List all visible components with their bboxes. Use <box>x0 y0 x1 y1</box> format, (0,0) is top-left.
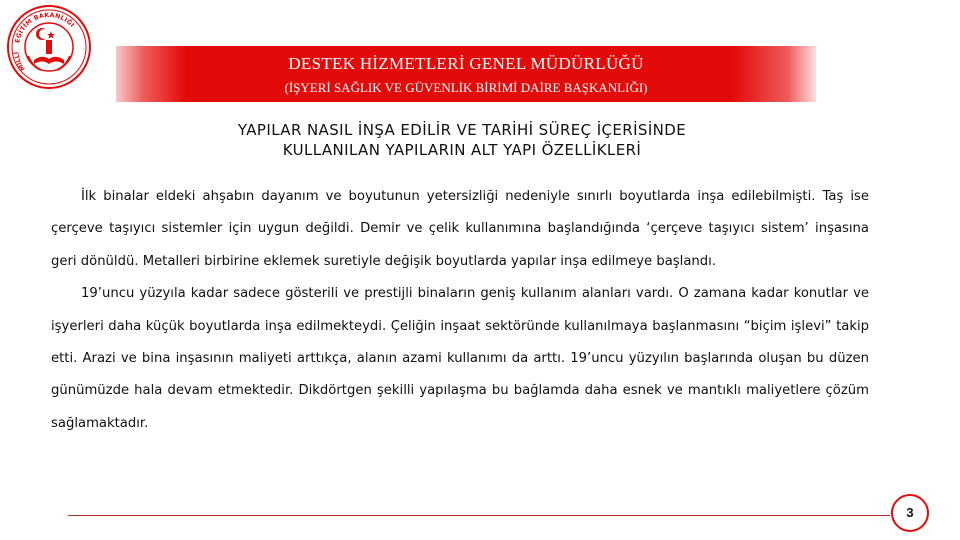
page-number-badge <box>891 494 929 532</box>
page-number: 3 <box>906 505 914 520</box>
heading-line-2: KULLANILAN YAPILARIN ALT YAPI ÖZELLİKLERİ <box>282 141 642 159</box>
meb-logo <box>6 4 92 90</box>
slide-heading <box>60 120 864 160</box>
meb-emblem-icon <box>6 4 92 90</box>
body-text <box>51 181 869 440</box>
logo-ring-text-top: EĞİTİM BAKANLIĞI <box>14 11 76 44</box>
heading-line-1: YAPILAR NASIL İNŞA EDİLİR VE TARİHİ SÜREÇ İÇERİSİNDE <box>237 121 687 139</box>
paragraph: 19’uncu yüzyıla kadar sadece gösterili ve prestijli binaların geniş kullanım alanları vardı. O zamana kadar konutlar ve işyerleri daha küçük boyutlarda inşa edilmekteydi. Çeliğin inşaat sektöründe kullanılmaya başlanmasını “biçim işlevi” takip etti. Arazi ve bina inşasının maliyeti arttıkça, alanın azami kullanımı da arttı. 19’uncu yüzyılın başlarında oluşan bu düzen günümüzde hala devam etmektedir. Dikdörtgen şekilli yapılaşma bu bağlamda daha esnek ve mantıklı maliyetlere çözüm sağlamaktadır. <box>51 286 869 431</box>
header-title: DESTEK HİZMETLERİ GENEL MÜDÜRLÜĞÜ <box>288 54 644 73</box>
header-subtitle: (İŞYERİ SAĞLIK VE GÜVENLİK BİRİMİ DAİRE BAŞKANLIĞI) <box>284 80 648 95</box>
paragraph: İlk binalar eldeki ahşabın dayanım ve boyutunun yetersizliği nedeniyle sınırlı boyutlarda inşa edilebilmişti. Taş ise çerçeve taşıyıcı sistemler için uygun değildi. Demir ve çelik kullanımına başlandığında ‘çerçeve taşıyıcı sistem’ inşasına geri dönüldü. Metalleri birbirine eklemek suretiyle değişik boyutlarda yapılar inşa edilmeye başlandı. <box>51 189 869 269</box>
logo-ring-text-left: MİLLÎ <box>13 51 27 72</box>
footer-divider <box>68 515 890 516</box>
